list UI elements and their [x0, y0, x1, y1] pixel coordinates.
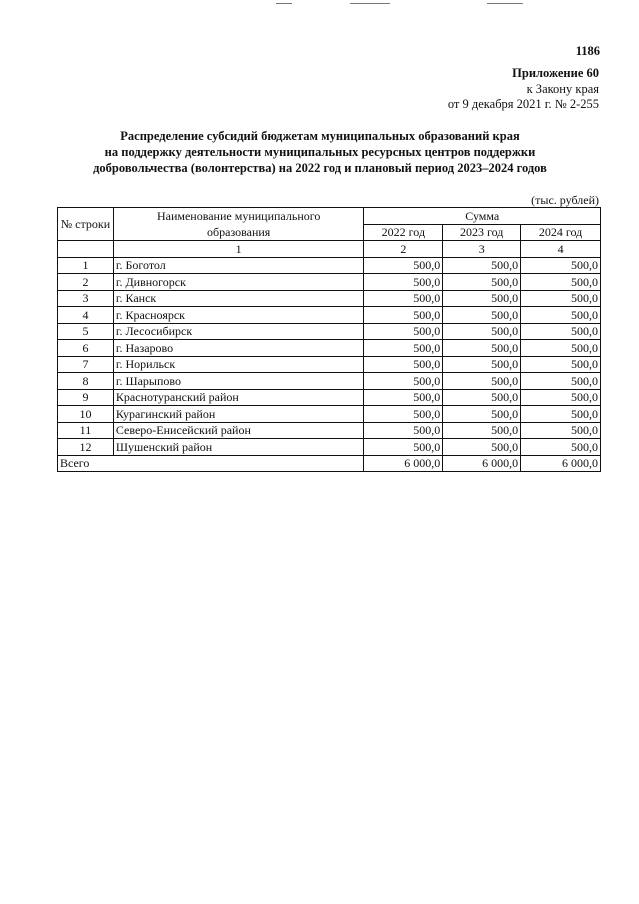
appendix-law-ref: к Закону края [526, 81, 599, 96]
municipality-name: г. Норильск [113, 356, 364, 373]
amount-2023: 500,0 [443, 422, 521, 439]
amount-2022: 500,0 [364, 323, 443, 340]
row-number: 11 [58, 422, 114, 439]
header-name: Наименование муниципального образования [113, 208, 364, 241]
column-number: 3 [443, 241, 521, 258]
municipality-name: г. Шарыпово [113, 373, 364, 390]
table-row [58, 274, 601, 291]
scan-rule [276, 3, 292, 4]
amount-2024: 500,0 [521, 274, 601, 291]
municipality-name: Курагинский район [113, 406, 364, 423]
table-row [58, 356, 601, 373]
amount-2023: 500,0 [443, 307, 521, 324]
table-row [58, 439, 601, 456]
title-line: на поддержку деятельности муниципальных ресурсных центров поддержки [104, 145, 536, 159]
appendix-date: от 9 декабря 2021 г. № 2-255 [447, 97, 599, 111]
amount-2023: 500,0 [443, 406, 521, 423]
header-sum: Сумма [364, 208, 601, 225]
header-year-2023: 2023 год [443, 224, 521, 241]
row-number: 12 [58, 439, 114, 456]
amount-2024: 500,0 [521, 307, 601, 324]
header-year-2024: 2024 год [521, 224, 601, 241]
amount-2022: 500,0 [364, 439, 443, 456]
amount-2022: 500,0 [364, 307, 443, 324]
row-number: 10 [58, 406, 114, 423]
row-number: 8 [58, 373, 114, 390]
amount-2024: 500,0 [521, 257, 601, 274]
column-number: 4 [521, 241, 601, 258]
table-row [58, 257, 601, 274]
subsidy-table [57, 207, 601, 472]
row-number: 9 [58, 389, 114, 406]
row-number: 5 [58, 323, 114, 340]
header-no: № строки [58, 208, 114, 241]
appendix-title: Приложение 60 [512, 66, 599, 80]
row-number: 7 [58, 356, 114, 373]
amount-2024: 500,0 [521, 373, 601, 390]
title-line: Распределение субсидий бюджетам муниципальных образований края [120, 129, 520, 143]
amount-2022: 500,0 [364, 290, 443, 307]
row-number: 2 [58, 274, 114, 291]
municipality-name: Краснотуранский район [113, 389, 364, 406]
amount-2022: 500,0 [364, 356, 443, 373]
table-row [58, 406, 601, 423]
amount-2022: 500,0 [364, 406, 443, 423]
amount-2023: 500,0 [443, 274, 521, 291]
header-year-2022: 2022 год [364, 224, 443, 241]
page-number: 1186 [575, 44, 600, 58]
amount-2024: 500,0 [521, 422, 601, 439]
table-row [58, 422, 601, 439]
table-row [58, 340, 601, 357]
column-number [58, 241, 114, 258]
municipality-name: г. Канск [113, 290, 364, 307]
municipality-name: Шушенский район [113, 439, 364, 456]
municipality-name: г. Красноярск [113, 307, 364, 324]
table-row [58, 307, 601, 324]
column-number: 1 [113, 241, 364, 258]
scan-rule [350, 3, 390, 4]
amount-2023: 500,0 [443, 290, 521, 307]
municipality-name: г. Дивногорск [113, 274, 364, 291]
amount-2023: 500,0 [443, 257, 521, 274]
municipality-name: г. Назарово [113, 340, 364, 357]
unit-note: (тыс. рублей) [531, 193, 599, 207]
amount-2023: 500,0 [443, 323, 521, 340]
title-line: добровольчества (волонтерства) на 2022 год и плановый период 2023–2024 годов [93, 161, 547, 175]
amount-2024: 500,0 [521, 340, 601, 357]
row-number: 6 [58, 340, 114, 357]
table-row [58, 323, 601, 340]
table-row [58, 389, 601, 406]
amount-2024: 500,0 [521, 356, 601, 373]
amount-2022: 500,0 [364, 340, 443, 357]
total-2024: 6 000,0 [521, 455, 601, 472]
column-numbers-row [58, 241, 601, 258]
table-row [58, 373, 601, 390]
top-scan-rules [0, 0, 639, 8]
amount-2023: 500,0 [443, 439, 521, 456]
total-label: Всего [58, 455, 364, 472]
column-number: 2 [364, 241, 443, 258]
table-row [58, 290, 601, 307]
total-row [58, 455, 601, 472]
amount-2024: 500,0 [521, 406, 601, 423]
header-row [58, 208, 601, 225]
total-2023: 6 000,0 [443, 455, 521, 472]
row-number: 3 [58, 290, 114, 307]
document-title [40, 128, 600, 176]
municipality-name: г. Лесосибирск [113, 323, 364, 340]
amount-2023: 500,0 [443, 373, 521, 390]
amount-2022: 500,0 [364, 422, 443, 439]
amount-2024: 500,0 [521, 290, 601, 307]
appendix-block [448, 66, 599, 113]
row-number: 4 [58, 307, 114, 324]
municipality-name: Северо-Енисейский район [113, 422, 364, 439]
municipality-name: г. Боготол [113, 257, 364, 274]
amount-2023: 500,0 [443, 356, 521, 373]
amount-2024: 500,0 [521, 389, 601, 406]
amount-2022: 500,0 [364, 274, 443, 291]
total-2022: 6 000,0 [364, 455, 443, 472]
amount-2024: 500,0 [521, 439, 601, 456]
row-number: 1 [58, 257, 114, 274]
amount-2022: 500,0 [364, 389, 443, 406]
amount-2024: 500,0 [521, 323, 601, 340]
amount-2022: 500,0 [364, 257, 443, 274]
amount-2023: 500,0 [443, 389, 521, 406]
scan-rule [487, 3, 523, 4]
amount-2023: 500,0 [443, 340, 521, 357]
amount-2022: 500,0 [364, 373, 443, 390]
